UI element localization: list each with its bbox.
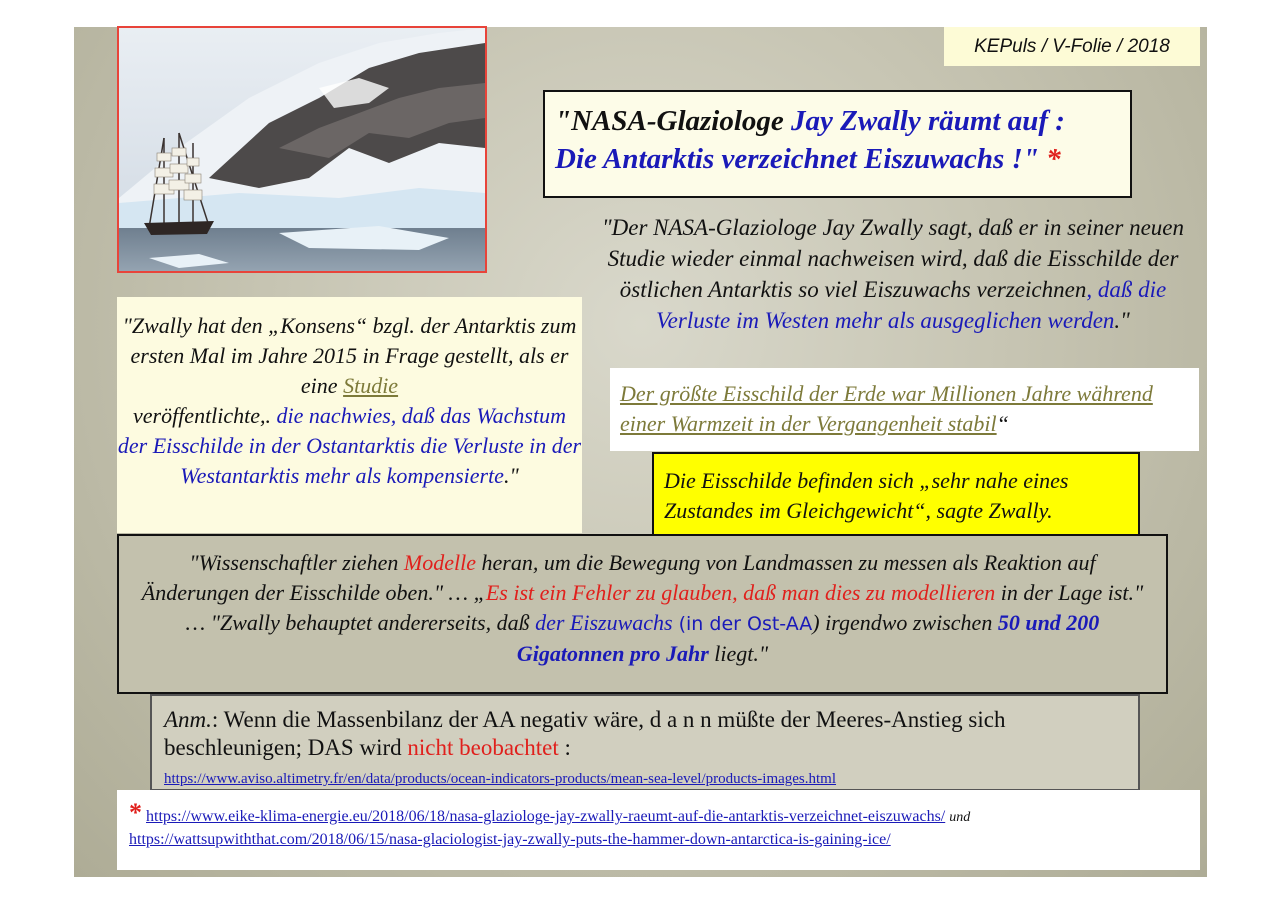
note-text2: : xyxy=(558,735,571,760)
models-red1: Modelle xyxy=(403,550,477,575)
headline-highlight: Jay Zwally räumt auf : xyxy=(791,105,1065,137)
footer-star: * xyxy=(129,798,142,827)
models-blue1: der Eiszuwachs xyxy=(535,610,673,635)
models-red2: Es ist ein Fehler zu glauben, daß man dies zu modellieren xyxy=(485,580,996,605)
models-t4: ) irgendwo zwischen xyxy=(812,610,998,635)
quote-left-end: ." xyxy=(503,463,519,488)
aviso-link[interactable]: https://www.aviso.altimetry.fr/en/data/products/ocean-indicators-products/mean-sea-level/products-images.html xyxy=(164,771,837,787)
models-quote-box xyxy=(117,534,1168,694)
footer-und: und xyxy=(949,810,971,825)
link-box-end: “ xyxy=(996,411,1009,436)
link-box xyxy=(610,368,1199,451)
wuwt-link[interactable]: https://wattsupwiththat.com/2018/06/15/nasa-glaciologist-jay-zwally-puts-the-hammer-down-antarctica-is-gaining-ice/ xyxy=(129,831,891,848)
models-t3: in der Lage ist." … "Zwally behauptet andererseits, daß xyxy=(185,580,1144,635)
models-sans1: (in der Ost-AA xyxy=(672,613,813,635)
quote-right-text: "Der NASA-Glaziologe Jay Zwally sagt, daß er in seiner neuen Studie wieder einmal nachweisen wird, daß die Eisschilde der östlichen Antarktis so viel Eiszuwachs verzeichnen xyxy=(601,215,1185,302)
quote-left xyxy=(117,297,582,533)
models-blue2: 50 und 200 Gigatonnen pro Jahr xyxy=(516,610,1100,666)
quote-left-highlight: die nachwies, daß das Wachstum der Eisschilde in der Ostantarktis die Verluste in der Westantarktis mehr als kompensierte xyxy=(117,403,582,488)
slide-tag: KEPuls / V-Folie / 2018 xyxy=(944,27,1200,66)
footnote-star: * xyxy=(1046,143,1061,175)
models-t5: liegt." xyxy=(708,641,769,666)
models-t1: "Wissenschaftler ziehen xyxy=(189,550,404,575)
eike-link[interactable]: https://www.eike-klima-energie.eu/2018/06/18/nasa-glaziologe-jay-zwally-raeumt-auf-die-antarktis-verzeichnet-eiszuwachs/ xyxy=(146,808,946,825)
sources-footer xyxy=(117,790,1200,870)
quote-right-end: ." xyxy=(1114,308,1130,333)
quote-left-text: "Zwally hat den „Konsens“ bzgl. der Antarktis zum ersten Mal im Jahre 2015 in Frage gestellt, als er eine xyxy=(122,313,577,398)
equilibrium-callout: Die Eisschilde befinden sich „sehr nahe eines Zustandes im Gleichgewicht“, sagte Zwally. xyxy=(652,452,1140,536)
quote-right-highlight: , daß die Verluste im Westen mehr als ausgeglichen werden xyxy=(656,277,1167,333)
headline-text: "NASA-Glaziologe xyxy=(555,105,792,137)
quote-right xyxy=(600,212,1186,364)
note-text: : Wenn die Massenbilanz der AA negativ wäre, d a n n müßte der Meeres-Anstieg sich beschleunigen; DAS wird xyxy=(164,707,1006,760)
study-link[interactable]: Studie xyxy=(343,373,399,398)
antarctic-ship-photo xyxy=(117,26,487,273)
article-link[interactable]: Der größte Eisschild der Erde war Millionen Jahre während einer Warmzeit in der Vergangenheit stabil xyxy=(620,381,1153,436)
quote-left-text2: veröffentlichte,. xyxy=(132,403,277,428)
note-box xyxy=(150,694,1140,791)
headline-line2: Die Antarktis verzeichnet Eiszuwachs !" xyxy=(555,143,1039,175)
note-red: nicht beobachtet xyxy=(407,735,559,760)
models-t2: heran, um die Bewegung von Landmassen zu messen als Reaktion auf Änderungen der Eisschilde oben." … „ xyxy=(141,550,1096,605)
headline-box xyxy=(543,90,1132,198)
note-label: Anm. xyxy=(164,707,212,732)
